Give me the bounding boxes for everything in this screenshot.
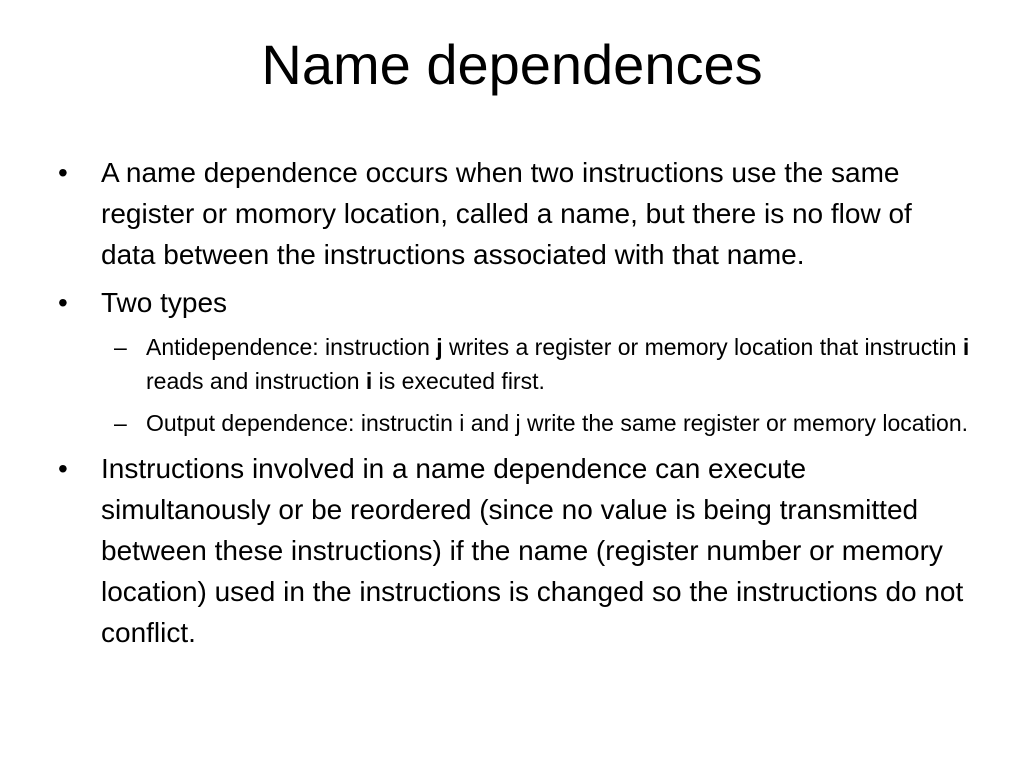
sub-bullet-item — [58, 330, 973, 398]
bullet-text: Two types — [101, 287, 228, 318]
sub-bullet-text: Output dependence: instructin i and j write the same register or memory location. — [146, 410, 969, 436]
sub-bullet-item — [58, 406, 973, 440]
bullet-icon: • — [58, 287, 68, 318]
bullet-text: Instructions involved in a name dependence can execute simultanously or be reordered (since no value is being transmitted between these instructions) if the name (register number or memory location) used in the instructions is changed so the instructions do not conflict. — [101, 453, 964, 648]
bullet-icon: • — [58, 157, 68, 188]
sub-bullet-text: Antidependence: instruction j writes a register or memory location that instructin i reads and instruction i is executed first. — [146, 334, 970, 394]
bullet-text: A name dependence occurs when two instructions use the same register or momory location, called a name, but there is no flow of data between the instructions associated with that name. — [101, 157, 912, 270]
bullet-item — [58, 448, 973, 653]
dash-icon: – — [114, 334, 127, 360]
dash-icon: – — [114, 410, 127, 436]
bullet-icon: • — [58, 453, 68, 484]
slide-body — [58, 152, 973, 660]
slide-title: Name dependences — [261, 33, 763, 96]
bullet-item — [58, 152, 973, 275]
bullet-item — [58, 282, 973, 323]
